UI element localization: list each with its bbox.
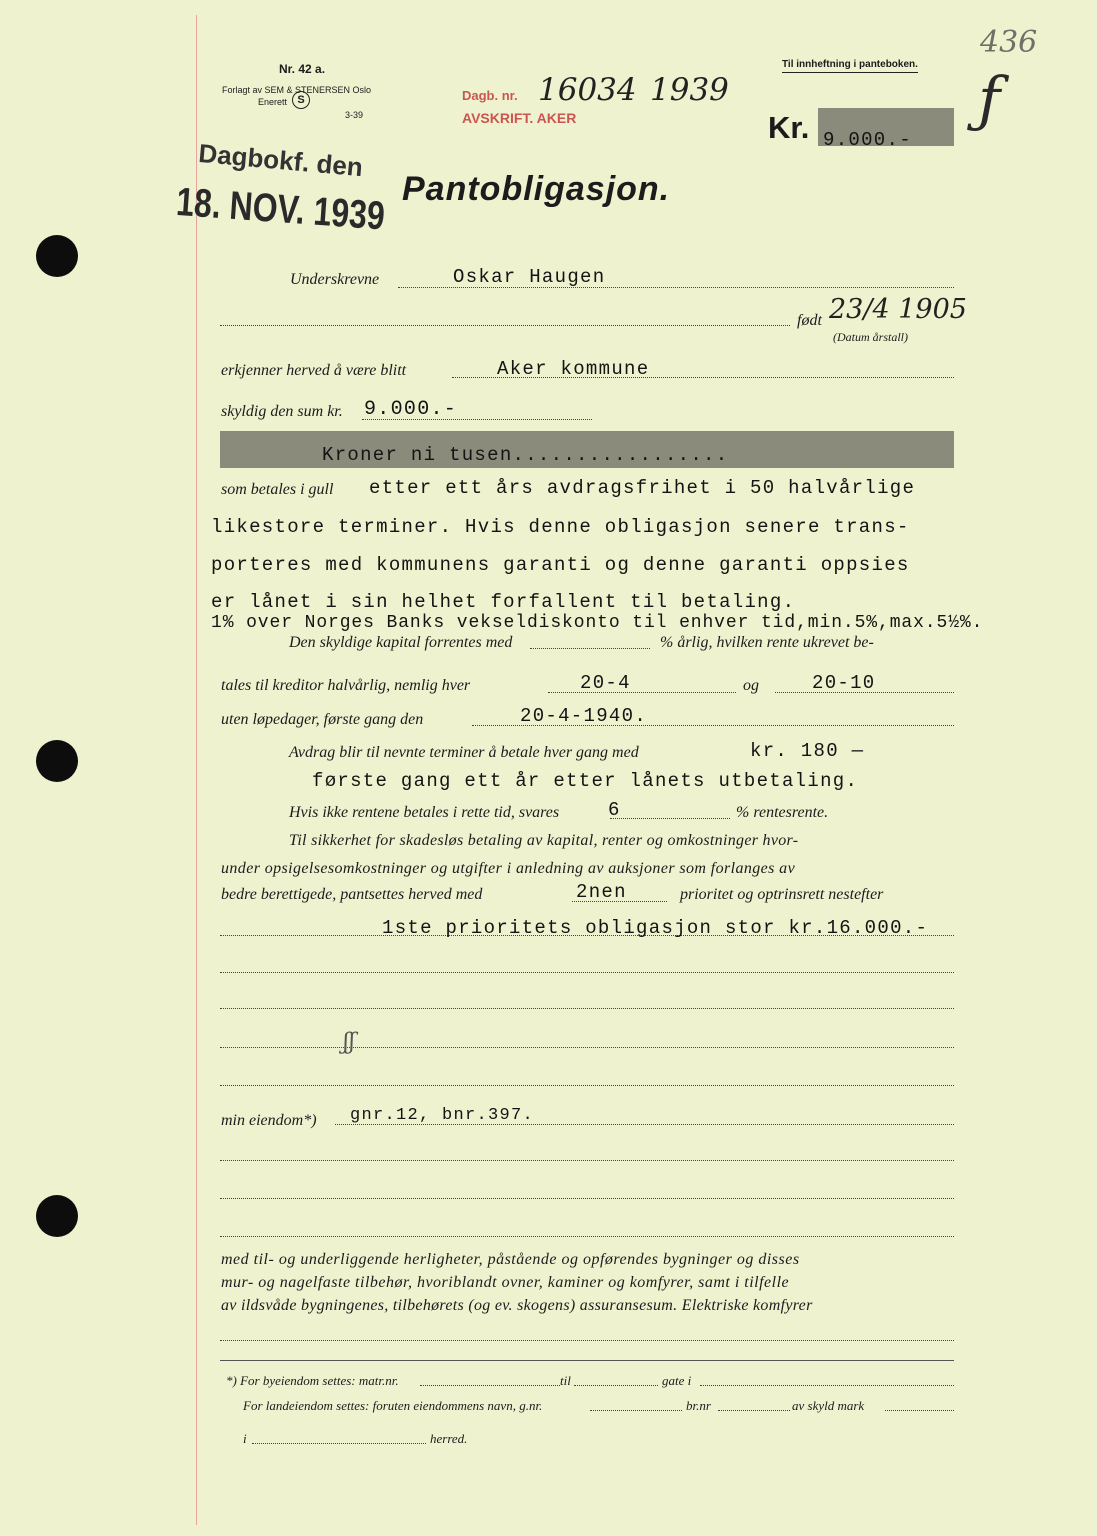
og-label: og: [743, 677, 759, 694]
eiendom-value: gnr.12, bnr.397.: [350, 1106, 535, 1125]
kr-label: Kr.: [768, 110, 810, 145]
skyldig-label: skyldig den sum kr.: [221, 403, 343, 420]
punch-hole-middle: [36, 740, 78, 782]
publisher-logo: S: [292, 91, 310, 109]
lopedager-label: uten løpedager, første gang den: [221, 711, 424, 728]
form-number: Nr. 42 a.: [279, 62, 326, 76]
avdrag-value: kr. 180 —: [750, 740, 865, 762]
handwritten-mark: ƒ: [978, 65, 1001, 135]
betales-value: etter ett års avdragsfrihet i 50 halvårlige: [369, 477, 916, 499]
footnote-1a: *) For byeiendom settes: matr.nr.: [226, 1373, 399, 1388]
line3: porteres med kommunens garanti og denne garanti oppsies: [211, 554, 910, 576]
rentene-value: 6: [608, 799, 621, 821]
dagbok-year: 1939: [650, 72, 729, 108]
skyldig-value: 9.000.-: [364, 398, 458, 421]
sikkerhet3a: bedre berettigede, pantsettes herved med: [221, 886, 483, 903]
punch-hole-top: [36, 235, 78, 277]
line5-frac: ½%.: [948, 613, 984, 633]
footnote-3b: herred.: [430, 1431, 468, 1446]
kapital-b: % årlig, hvilken rente ukrevet be-: [660, 634, 874, 651]
dagbokf-stamp: Dagbokf. den: [197, 138, 365, 183]
forste-line: første gang ett år etter lånets utbetaling.: [312, 770, 859, 792]
sikkerhet1: Til sikkerhet for skadesløs betaling av kapital, renter og omkostninger hvor-: [289, 832, 799, 849]
undersk-value: Oskar Haugen: [453, 266, 606, 288]
line5-text: 1% over Norges Banks vekseldiskonto til enhver tid,min.5%,max.5: [211, 613, 949, 633]
margin-rule: [196, 15, 197, 1525]
rentene-b: % rentesrente.: [736, 804, 829, 821]
erkjenner-label: erkjenner herved å være blitt: [221, 362, 407, 379]
sikkerhet2: under opsigelsesomkostninger og utgifter i anledning av auksjoner som forlanges av: [221, 860, 796, 877]
tales-value2: 20-10: [812, 672, 876, 694]
kr-amount: 9.000.-: [823, 129, 912, 151]
fodt-label: født: [797, 312, 822, 329]
line4: er lånet i sin helhet forfallent til betaling.: [211, 591, 796, 613]
line5: [211, 613, 983, 633]
dagbokf-date: 18. NOV. 1939: [174, 180, 387, 239]
eiendom-label: min eiendom*): [221, 1112, 317, 1129]
footnote-1b: til: [560, 1373, 571, 1388]
publisher-date: 3-39: [345, 110, 364, 120]
footnote-1c: gate i: [662, 1373, 692, 1388]
document-title: Pantobligasjon.: [402, 170, 671, 208]
page-number: 436: [980, 25, 1038, 60]
dagbok-number: 16034: [538, 72, 637, 108]
pencil-mark: ʃʃ: [343, 1030, 355, 1055]
med-til1: med til- og underliggende herligheter, påstående og opførendes bygninger og disses: [221, 1251, 800, 1268]
kapital-a: Den skyldige kapital forrentes med: [289, 634, 513, 651]
rentene-a: Hvis ikke rentene betales i rette tid, svares: [289, 804, 560, 821]
publisher-name: Forlagt av SEM & STENERSEN: [222, 85, 353, 95]
sikkerhet3b: prioritet og optrinsrett nestefter: [680, 886, 884, 903]
undersk-label: Underskrevne: [290, 271, 380, 288]
top-right-note: Til innheftning i panteboken.: [782, 59, 918, 73]
footnote-2b: br.nr: [686, 1398, 711, 1413]
tales-value1: 20-4: [580, 672, 631, 694]
footnote-3a: i: [243, 1431, 247, 1446]
kroner-line: Kroner ni tusen.................: [322, 444, 729, 466]
med-til2: mur- og nagelfaste tilbehør, hvoriblandt ovner, kaminer og komfyrer, samt i tilfelle: [221, 1274, 790, 1291]
line2: likestore terminer. Hvis denne obligasjon senere trans-: [211, 516, 910, 538]
footnote-2c: av skyld mark: [792, 1398, 865, 1413]
avdrag-label: Avdrag blir til nevnte terminer å betale hver gang med: [289, 744, 639, 761]
datum-note: (Datum årstall): [833, 330, 908, 344]
tales-label: tales til kreditor halvårlig, nemlig hver: [221, 677, 471, 694]
erkjenner-value: Aker kommune: [497, 358, 650, 380]
prioritet-line: 1ste prioritets obligasjon stor kr.16.000.-: [382, 917, 929, 939]
fodt-value: 23/4 1905: [829, 294, 967, 325]
med-til3: av ildsvåde bygningenes, tilbehørets (og ev. skogens) assuransesum. Elektriske komfyrer: [221, 1297, 813, 1314]
publisher-city: Oslo: [352, 85, 372, 95]
avskrift-stamp: AVSKRIFT. AKER: [462, 110, 577, 126]
dagbok-stamp-label: Dagb. nr.: [462, 88, 518, 103]
punch-hole-bottom: [36, 1195, 78, 1237]
footnote-2a: For landeiendom settes: foruten eiendommens navn, g.nr.: [243, 1398, 543, 1413]
betales-label: som betales i gull: [221, 481, 334, 498]
publisher-enerett: Enerett: [258, 97, 288, 107]
lopedager-value: 20-4-1940.: [520, 705, 648, 727]
sikkerhet3v: 2nen: [576, 881, 627, 903]
